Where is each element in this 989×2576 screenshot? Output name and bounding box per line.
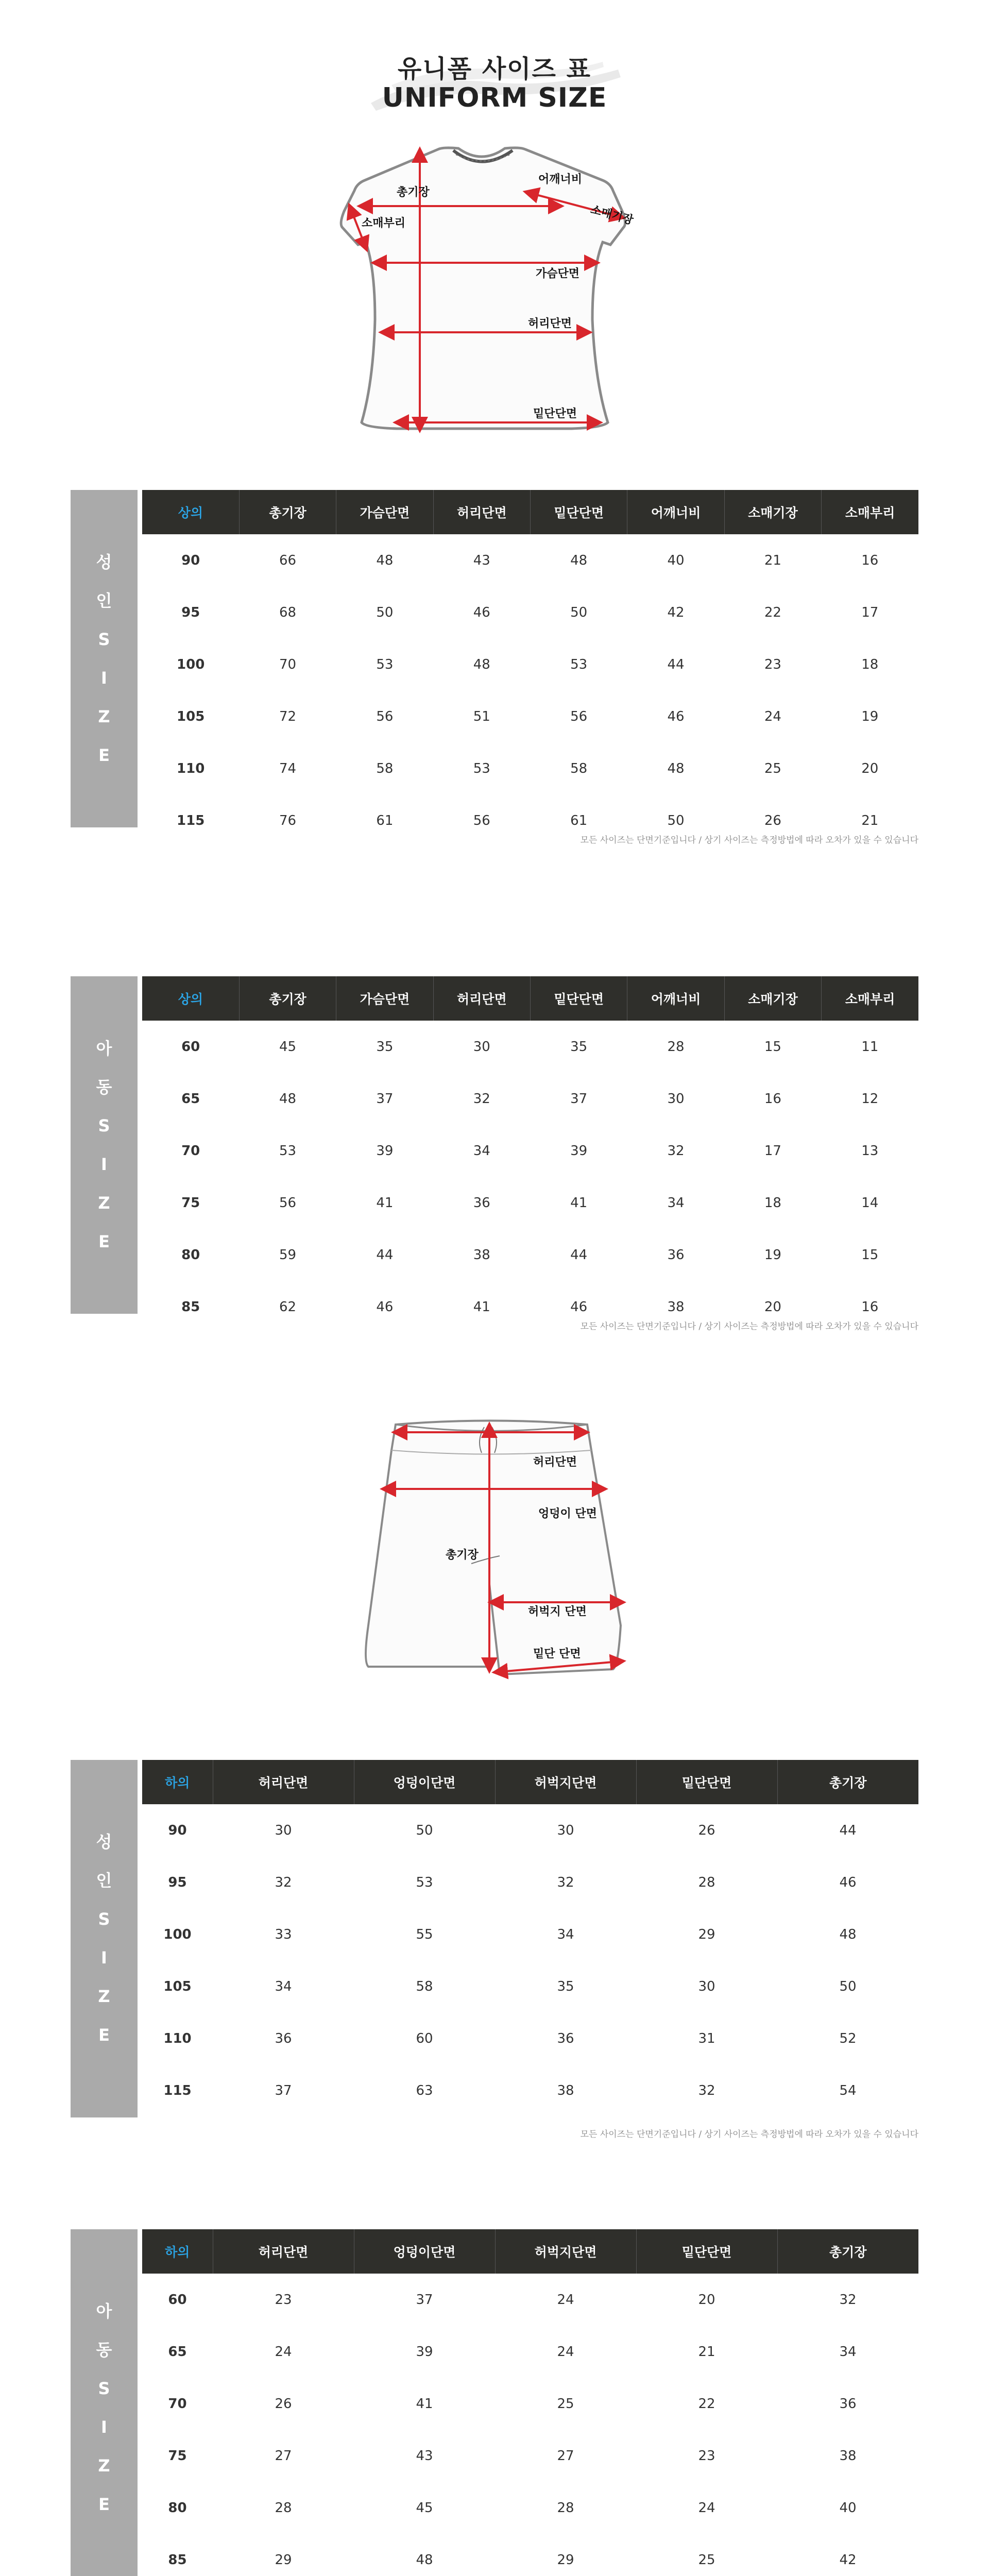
table-cell: 48 (376, 552, 394, 568)
table-cell: 38 (667, 1299, 685, 1315)
table-cell: 62 (279, 1299, 297, 1315)
table-cell: 39 (376, 1143, 394, 1159)
table-cell: 25 (698, 2552, 715, 2568)
label-total-length: 총기장 (397, 186, 430, 199)
column-header: 총기장 (239, 490, 336, 534)
table-cell: 46 (570, 1299, 588, 1315)
table-cell: 53 (376, 656, 394, 672)
table-cell: 50 (416, 1822, 433, 1838)
table-cell: 27 (275, 2448, 292, 2464)
table-row (142, 2274, 918, 2326)
table-cell: 28 (275, 2500, 292, 2516)
table-cell: 14 (861, 1195, 879, 1211)
table-cell: 26 (698, 1822, 715, 1838)
side-char: S (98, 1909, 110, 1929)
table-cell: 61 (376, 812, 394, 828)
side-char: S (98, 1115, 110, 1136)
table-cell: 70 (279, 656, 297, 672)
table-cell: 34 (557, 1926, 574, 1942)
table-row (142, 1021, 918, 1073)
table-cell: 46 (376, 1299, 394, 1315)
table-cell: 58 (570, 760, 588, 776)
side-char: I (101, 2417, 107, 2437)
table-cell: 37 (416, 2292, 433, 2308)
table-cell: 48 (416, 2552, 433, 2568)
table-cell: 90 (168, 1822, 187, 1838)
side-char: Z (98, 2456, 110, 2476)
table-row (142, 1804, 918, 1856)
table-cell: 36 (275, 2030, 292, 2046)
table-cell: 65 (181, 1091, 200, 1107)
table-cell: 30 (473, 1039, 490, 1055)
tshirt-outline (314, 134, 675, 453)
table-cell: 75 (181, 1195, 200, 1211)
table-row (142, 2012, 918, 2064)
size-table-kids-top (142, 976, 918, 1333)
table-cell: 23 (764, 656, 781, 672)
label-sleeve-opening: 소매부리 (362, 217, 406, 230)
table-cell: 70 (181, 1143, 200, 1159)
table-cell: 23 (698, 2448, 715, 2464)
table-cell: 33 (275, 1926, 292, 1942)
table-cell: 41 (416, 2396, 433, 2412)
table-cell: 41 (376, 1195, 394, 1211)
table-cell: 22 (698, 2396, 715, 2412)
column-header: 소매기장 (724, 490, 821, 534)
table-cell: 24 (557, 2344, 574, 2360)
table-cell: 80 (168, 2500, 187, 2516)
table-cell: 95 (168, 1874, 187, 1890)
table-row (142, 2064, 918, 2116)
table-cell: 38 (557, 2082, 574, 2098)
table-cell: 63 (416, 2082, 433, 2098)
table-cell: 30 (667, 1091, 685, 1107)
table-cell: 18 (861, 656, 879, 672)
side-char: I (101, 668, 107, 688)
table-cell: 55 (416, 1926, 433, 1942)
side-char: 동 (96, 2340, 112, 2360)
table-cell: 53 (279, 1143, 297, 1159)
side-char: Z (98, 1193, 110, 1213)
table-row (142, 1856, 918, 1908)
table-cell: 24 (764, 708, 781, 724)
table-cell: 105 (177, 708, 205, 724)
table-cell: 56 (570, 708, 588, 724)
table-row (142, 2430, 918, 2482)
side-char: 성 (96, 552, 112, 572)
column-header: 밑단단면 (531, 490, 627, 534)
size-table-kids-bottom (142, 2229, 918, 2576)
table-cell: 21 (861, 812, 879, 828)
table-cell: 70 (168, 2396, 187, 2412)
column-header: 가슴단면 (336, 976, 433, 1021)
table-cell: 26 (275, 2396, 292, 2412)
table-cell: 56 (279, 1195, 297, 1211)
table-cell: 48 (279, 1091, 297, 1107)
side-char: 동 (96, 1077, 112, 1097)
table-cell: 24 (275, 2344, 292, 2360)
table-cell: 74 (279, 760, 297, 776)
table-cell: 58 (376, 760, 394, 776)
label-hem-width: 밑단 단면 (533, 1648, 581, 1660)
table-cell: 21 (698, 2344, 715, 2360)
top-garment-diagram (314, 134, 675, 453)
table-cell: 90 (181, 552, 200, 568)
table-row (142, 534, 918, 586)
table-row (142, 690, 918, 742)
table-cell: 85 (181, 1299, 200, 1315)
table-cell: 43 (473, 552, 490, 568)
table-cell: 29 (557, 2552, 574, 2568)
side-char: E (98, 1231, 110, 1251)
side-char: Z (98, 706, 110, 726)
side-char: 아 (96, 2301, 112, 2321)
table-cell: 26 (764, 812, 781, 828)
label-thigh-width: 허벅지 단면 (528, 1605, 587, 1618)
table-cell: 54 (839, 2082, 857, 2098)
table-cell: 85 (168, 2552, 187, 2568)
table-cell: 35 (570, 1039, 588, 1055)
table-cell: 72 (279, 708, 297, 724)
table-row (142, 2482, 918, 2534)
table-cell: 36 (667, 1247, 685, 1263)
table-cell: 15 (764, 1039, 781, 1055)
column-header: 밑단단면 (636, 1760, 777, 1804)
column-header: 어깨너비 (627, 490, 724, 534)
side-char: Z (98, 1987, 110, 2006)
table-cell: 17 (861, 604, 879, 620)
table-cell: 58 (416, 1978, 433, 1994)
table-cell: 22 (764, 604, 781, 620)
table-cell: 32 (557, 1874, 574, 1890)
side-char: S (98, 629, 110, 649)
table-row (142, 1177, 918, 1229)
measurement-note: 모든 사이즈는 단면기준입니다 / 상기 사이즈는 측정방법에 따라 오차가 있을 수 있습니다 (580, 2129, 918, 2140)
table-cell: 18 (764, 1195, 781, 1211)
side-label-kids-size (71, 976, 138, 1314)
label-hip-width: 엉덩이 단면 (538, 1507, 597, 1520)
table-cell: 13 (861, 1143, 879, 1159)
column-header: 소매부리 (822, 490, 918, 534)
size-section-kids-bottom (71, 2229, 918, 2576)
side-char: E (98, 745, 110, 765)
table-cell: 115 (163, 2082, 192, 2098)
side-char: 인 (96, 1871, 112, 1890)
table-cell: 39 (416, 2344, 433, 2360)
column-header: 상의 (142, 976, 239, 1021)
table-cell: 36 (839, 2396, 857, 2412)
table-cell: 34 (667, 1195, 685, 1211)
table-cell: 95 (181, 604, 200, 620)
page-title-korean: 유니폼 사이즈 표 (398, 55, 591, 83)
table-cell: 28 (557, 2500, 574, 2516)
table-cell: 27 (557, 2448, 574, 2464)
table-cell: 30 (275, 1822, 292, 1838)
column-header: 허벅지단면 (495, 2229, 636, 2274)
column-header: 총기장 (777, 2229, 918, 2274)
table-cell: 24 (698, 2500, 715, 2516)
table-cell: 28 (667, 1039, 685, 1055)
column-header: 가슴단면 (336, 490, 433, 534)
table-cell: 32 (839, 2292, 857, 2308)
column-header: 밑단단면 (636, 2229, 777, 2274)
table-cell: 100 (177, 656, 205, 672)
column-header: 허벅지단면 (495, 1760, 636, 1804)
table-cell: 60 (168, 2292, 187, 2308)
column-header: 소매부리 (822, 976, 918, 1021)
table-cell: 39 (570, 1143, 588, 1159)
table-cell: 53 (416, 1874, 433, 1890)
table-cell: 46 (839, 1874, 857, 1890)
table-cell: 115 (177, 812, 205, 828)
column-header: 소매기장 (724, 976, 821, 1021)
table-cell: 59 (279, 1247, 297, 1263)
table-cell: 12 (861, 1091, 879, 1107)
table-cell: 66 (279, 552, 297, 568)
table-cell: 37 (570, 1091, 588, 1107)
column-header: 허리단면 (433, 490, 530, 534)
table-cell: 56 (376, 708, 394, 724)
table-cell: 65 (168, 2344, 187, 2360)
column-header: 엉덩이단면 (354, 1760, 495, 1804)
table-cell: 32 (473, 1091, 490, 1107)
table-cell: 34 (839, 2344, 857, 2360)
table-cell: 76 (279, 812, 297, 828)
size-section-adult-top (71, 490, 918, 845)
table-row (142, 1960, 918, 2012)
table-cell: 32 (698, 2082, 715, 2098)
side-char: 성 (96, 1832, 112, 1852)
table-cell: 11 (861, 1039, 879, 1055)
column-header: 허리단면 (433, 976, 530, 1021)
column-header: 엉덩이단면 (354, 2229, 495, 2274)
table-row (142, 2326, 918, 2378)
table-cell: 16 (764, 1091, 781, 1107)
table-cell: 29 (698, 1926, 715, 1942)
table-cell: 68 (279, 604, 297, 620)
side-char: I (101, 1154, 107, 1174)
size-section-kids-top (71, 976, 918, 1332)
table-cell: 21 (764, 552, 781, 568)
table-cell: 51 (473, 708, 490, 724)
table-cell: 31 (698, 2030, 715, 2046)
side-label-adult-size (71, 490, 138, 827)
table-cell: 48 (839, 1926, 857, 1942)
side-char: E (98, 2495, 110, 2514)
table-cell: 56 (473, 812, 490, 828)
column-header: 허리단면 (213, 1760, 354, 1804)
label-waist-width: 허리단면 (528, 317, 572, 330)
table-header-row (142, 976, 918, 1021)
bottom-garment-diagram (361, 1409, 628, 1682)
table-cell: 29 (275, 2552, 292, 2568)
table-cell: 15 (861, 1247, 879, 1263)
table-cell: 41 (473, 1299, 490, 1315)
table-row (142, 742, 918, 794)
table-cell: 100 (163, 1926, 192, 1942)
side-label-adult-size (71, 1760, 138, 2117)
table-cell: 75 (168, 2448, 187, 2464)
table-header-row (142, 490, 918, 534)
table-cell: 52 (839, 2030, 857, 2046)
table-cell: 50 (839, 1978, 857, 1994)
table-cell: 35 (376, 1039, 394, 1055)
table-cell: 110 (163, 2030, 192, 2046)
column-header: 어깨너비 (627, 976, 724, 1021)
table-cell: 42 (839, 2552, 857, 2568)
label-hem-width: 밑단단면 (533, 408, 577, 420)
table-cell: 25 (764, 760, 781, 776)
table-cell: 20 (861, 760, 879, 776)
table-cell: 50 (667, 812, 685, 828)
table-header-row (142, 2229, 918, 2274)
side-char: E (98, 2025, 110, 2045)
table-cell: 38 (473, 1247, 490, 1263)
table-cell: 53 (570, 656, 588, 672)
table-row (142, 586, 918, 638)
table-cell: 16 (861, 552, 879, 568)
table-cell: 60 (181, 1039, 200, 1055)
table-cell: 48 (570, 552, 588, 568)
table-cell: 28 (698, 1874, 715, 1890)
table-row (142, 638, 918, 690)
column-header: 총기장 (239, 976, 336, 1021)
measurement-note: 모든 사이즈는 단면기준입니다 / 상기 사이즈는 측정방법에 따라 오차가 있을 수 있습니다 (580, 1321, 918, 1332)
table-cell: 44 (839, 1822, 857, 1838)
table-cell: 45 (416, 2500, 433, 2516)
table-cell: 40 (839, 2500, 857, 2516)
column-header: 밑단단면 (531, 976, 627, 1021)
column-header: 하의 (142, 2229, 213, 2274)
table-cell: 44 (376, 1247, 394, 1263)
side-label-kids-size (71, 2229, 138, 2576)
table-cell: 38 (839, 2448, 857, 2464)
side-char: I (101, 1948, 107, 1968)
label-shoulder-width: 어깨너비 (538, 173, 583, 186)
table-cell: 43 (416, 2448, 433, 2464)
table-cell: 35 (557, 1978, 574, 1994)
table-cell: 23 (275, 2292, 292, 2308)
table-row (142, 1073, 918, 1125)
label-waist-width: 허리단면 (533, 1456, 577, 1469)
table-cell: 34 (473, 1143, 490, 1159)
table-cell: 36 (473, 1195, 490, 1211)
table-cell: 30 (698, 1978, 715, 1994)
size-table-adult-bottom (142, 1760, 918, 2116)
table-row (142, 2378, 918, 2430)
table-cell: 46 (667, 708, 685, 724)
table-cell: 42 (667, 604, 685, 620)
size-section-adult-bottom (71, 1760, 918, 2140)
table-cell: 61 (570, 812, 588, 828)
table-cell: 32 (667, 1143, 685, 1159)
table-cell: 37 (376, 1091, 394, 1107)
table-cell: 41 (570, 1195, 588, 1211)
table-cell: 48 (473, 656, 490, 672)
column-header: 허리단면 (213, 2229, 354, 2274)
table-cell: 25 (557, 2396, 574, 2412)
table-cell: 80 (181, 1247, 200, 1263)
table-cell: 19 (764, 1247, 781, 1263)
table-cell: 53 (473, 760, 490, 776)
column-header: 상의 (142, 490, 239, 534)
table-cell: 46 (473, 604, 490, 620)
column-header: 총기장 (777, 1760, 918, 1804)
page-title-english: UNIFORM SIZE (382, 82, 607, 113)
table-cell: 37 (275, 2082, 292, 2098)
table-cell: 24 (557, 2292, 574, 2308)
table-cell: 110 (177, 760, 205, 776)
table-cell: 30 (557, 1822, 574, 1838)
table-cell: 20 (764, 1299, 781, 1315)
table-header-row (142, 1760, 918, 1804)
table-cell: 34 (275, 1978, 292, 1994)
table-cell: 48 (667, 760, 685, 776)
table-row (142, 1125, 918, 1177)
table-cell: 36 (557, 2030, 574, 2046)
table-cell: 40 (667, 552, 685, 568)
label-sleeve-length: 소매기장 (589, 203, 635, 227)
table-row (142, 1908, 918, 1960)
shorts-outline (361, 1409, 628, 1682)
size-table-adult-top (142, 490, 918, 846)
column-header: 하의 (142, 1760, 213, 1804)
table-cell: 50 (376, 604, 394, 620)
side-char: S (98, 2379, 110, 2398)
table-row (142, 2534, 918, 2576)
table-cell: 16 (861, 1299, 879, 1315)
label-total-length: 총기장 (446, 1549, 479, 1562)
side-char: 인 (96, 590, 112, 611)
table-cell: 19 (861, 708, 879, 724)
table-cell: 17 (764, 1143, 781, 1159)
measurement-note: 모든 사이즈는 단면기준입니다 / 상기 사이즈는 측정방법에 따라 오차가 있을 수 있습니다 (580, 835, 918, 845)
side-char: 아 (96, 1038, 112, 1058)
table-cell: 60 (416, 2030, 433, 2046)
table-row (142, 1229, 918, 1281)
label-chest-width: 가슴단면 (536, 267, 580, 280)
table-cell: 105 (163, 1978, 192, 1994)
table-cell: 20 (698, 2292, 715, 2308)
table-cell: 50 (570, 604, 588, 620)
table-cell: 45 (279, 1039, 297, 1055)
table-cell: 44 (570, 1247, 588, 1263)
table-cell: 32 (275, 1874, 292, 1890)
table-cell: 44 (667, 656, 685, 672)
